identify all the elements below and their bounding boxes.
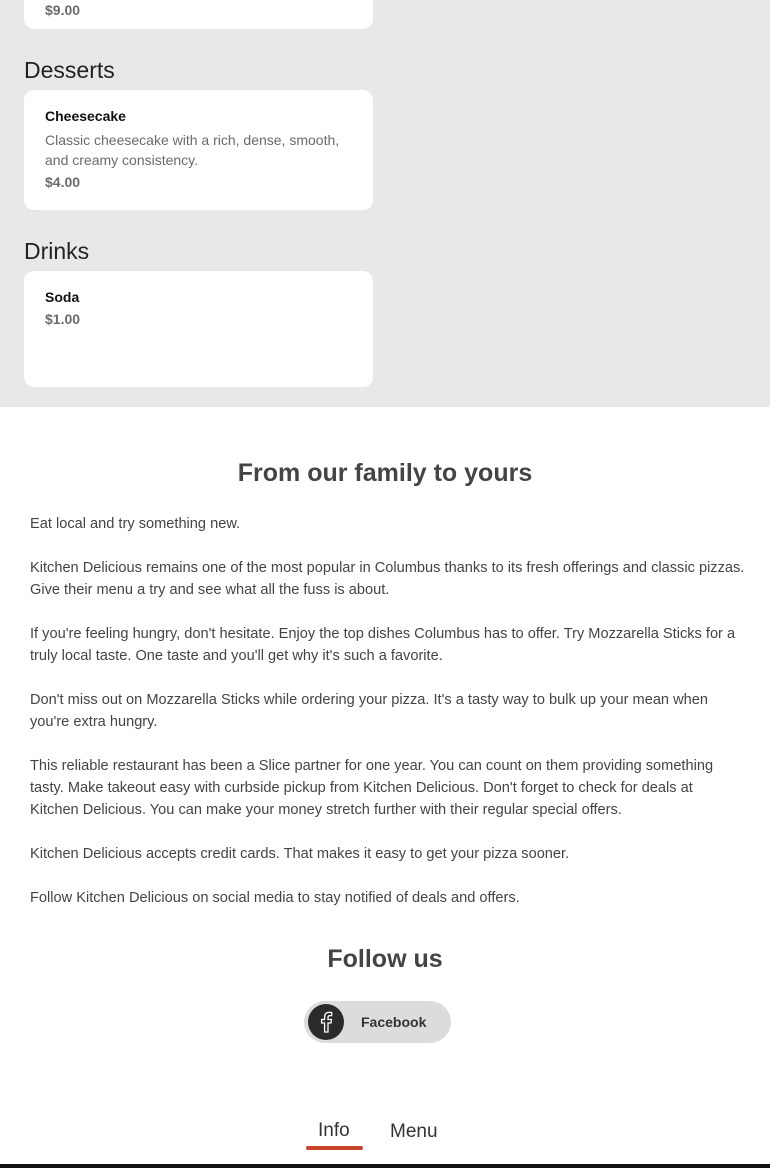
about-paragraph: Eat local and try something new. <box>30 516 241 532</box>
follow-us-title: Follow us <box>327 945 443 973</box>
about-paragraph: If you're feeling hungry, don't hesitate. Enjoy the top dishes Columbus has to offer. Try Mozzarella Sticks for a truly local taste. One taste and you'll get why it's such a favorite. <box>30 626 736 664</box>
about-paragraph: Don't miss out on Mozzarella Sticks while ordering your pizza. It's a tasty way to bulk up your mean when you're extra hungry. <box>30 692 708 730</box>
item-price: $9.00 <box>45 2 81 18</box>
tab-info[interactable]: Info <box>318 1120 350 1141</box>
menu-item-soda[interactable] <box>24 271 373 387</box>
about-paragraph: Kitchen Delicious accepts credit cards. That makes it easy to get your pizza sooner. <box>30 846 570 862</box>
about-paragraph: This reliable restaurant has been a Slice partner for one year. You can count on them providing something tasty. Make takeout easy with curbside pickup from Kitchen Delicious. Don't forget to check for deals at Kitchen Delicious. You can make your money stretch further with their regular special offers. <box>30 758 714 818</box>
about-paragraph: Kitchen Delicious remains one of the most popular in Columbus thanks to its fresh offerings and classic pizzas. Give their menu a try and see what all the fuss is about. <box>30 560 745 598</box>
bottom-bar <box>0 1164 770 1168</box>
item-price: $1.00 <box>45 311 81 327</box>
item-price: $4.00 <box>45 174 81 190</box>
facebook-button[interactable] <box>304 1001 451 1043</box>
facebook-label: Facebook <box>361 1014 427 1030</box>
about-text <box>30 513 745 931</box>
about-paragraph: Follow Kitchen Delicious on social media to stay notified of deals and offers. <box>30 890 520 906</box>
menu-area <box>0 0 770 407</box>
menu-item-card[interactable] <box>24 0 373 29</box>
item-description: Classic cheesecake with a rich, dense, smooth, and creamy consistency. <box>45 132 340 168</box>
active-tab-indicator <box>306 1146 363 1150</box>
about-title: From our family to yours <box>237 459 533 487</box>
bottom-tabs <box>0 1110 770 1168</box>
section-title-desserts: Desserts <box>24 57 115 83</box>
menu-item-cheesecake[interactable] <box>24 90 373 210</box>
item-name: Cheesecake <box>45 108 126 124</box>
tab-menu[interactable]: Menu <box>390 1121 438 1142</box>
facebook-icon <box>308 1004 344 1040</box>
section-title-drinks: Drinks <box>24 238 90 264</box>
item-name: Soda <box>45 289 80 305</box>
